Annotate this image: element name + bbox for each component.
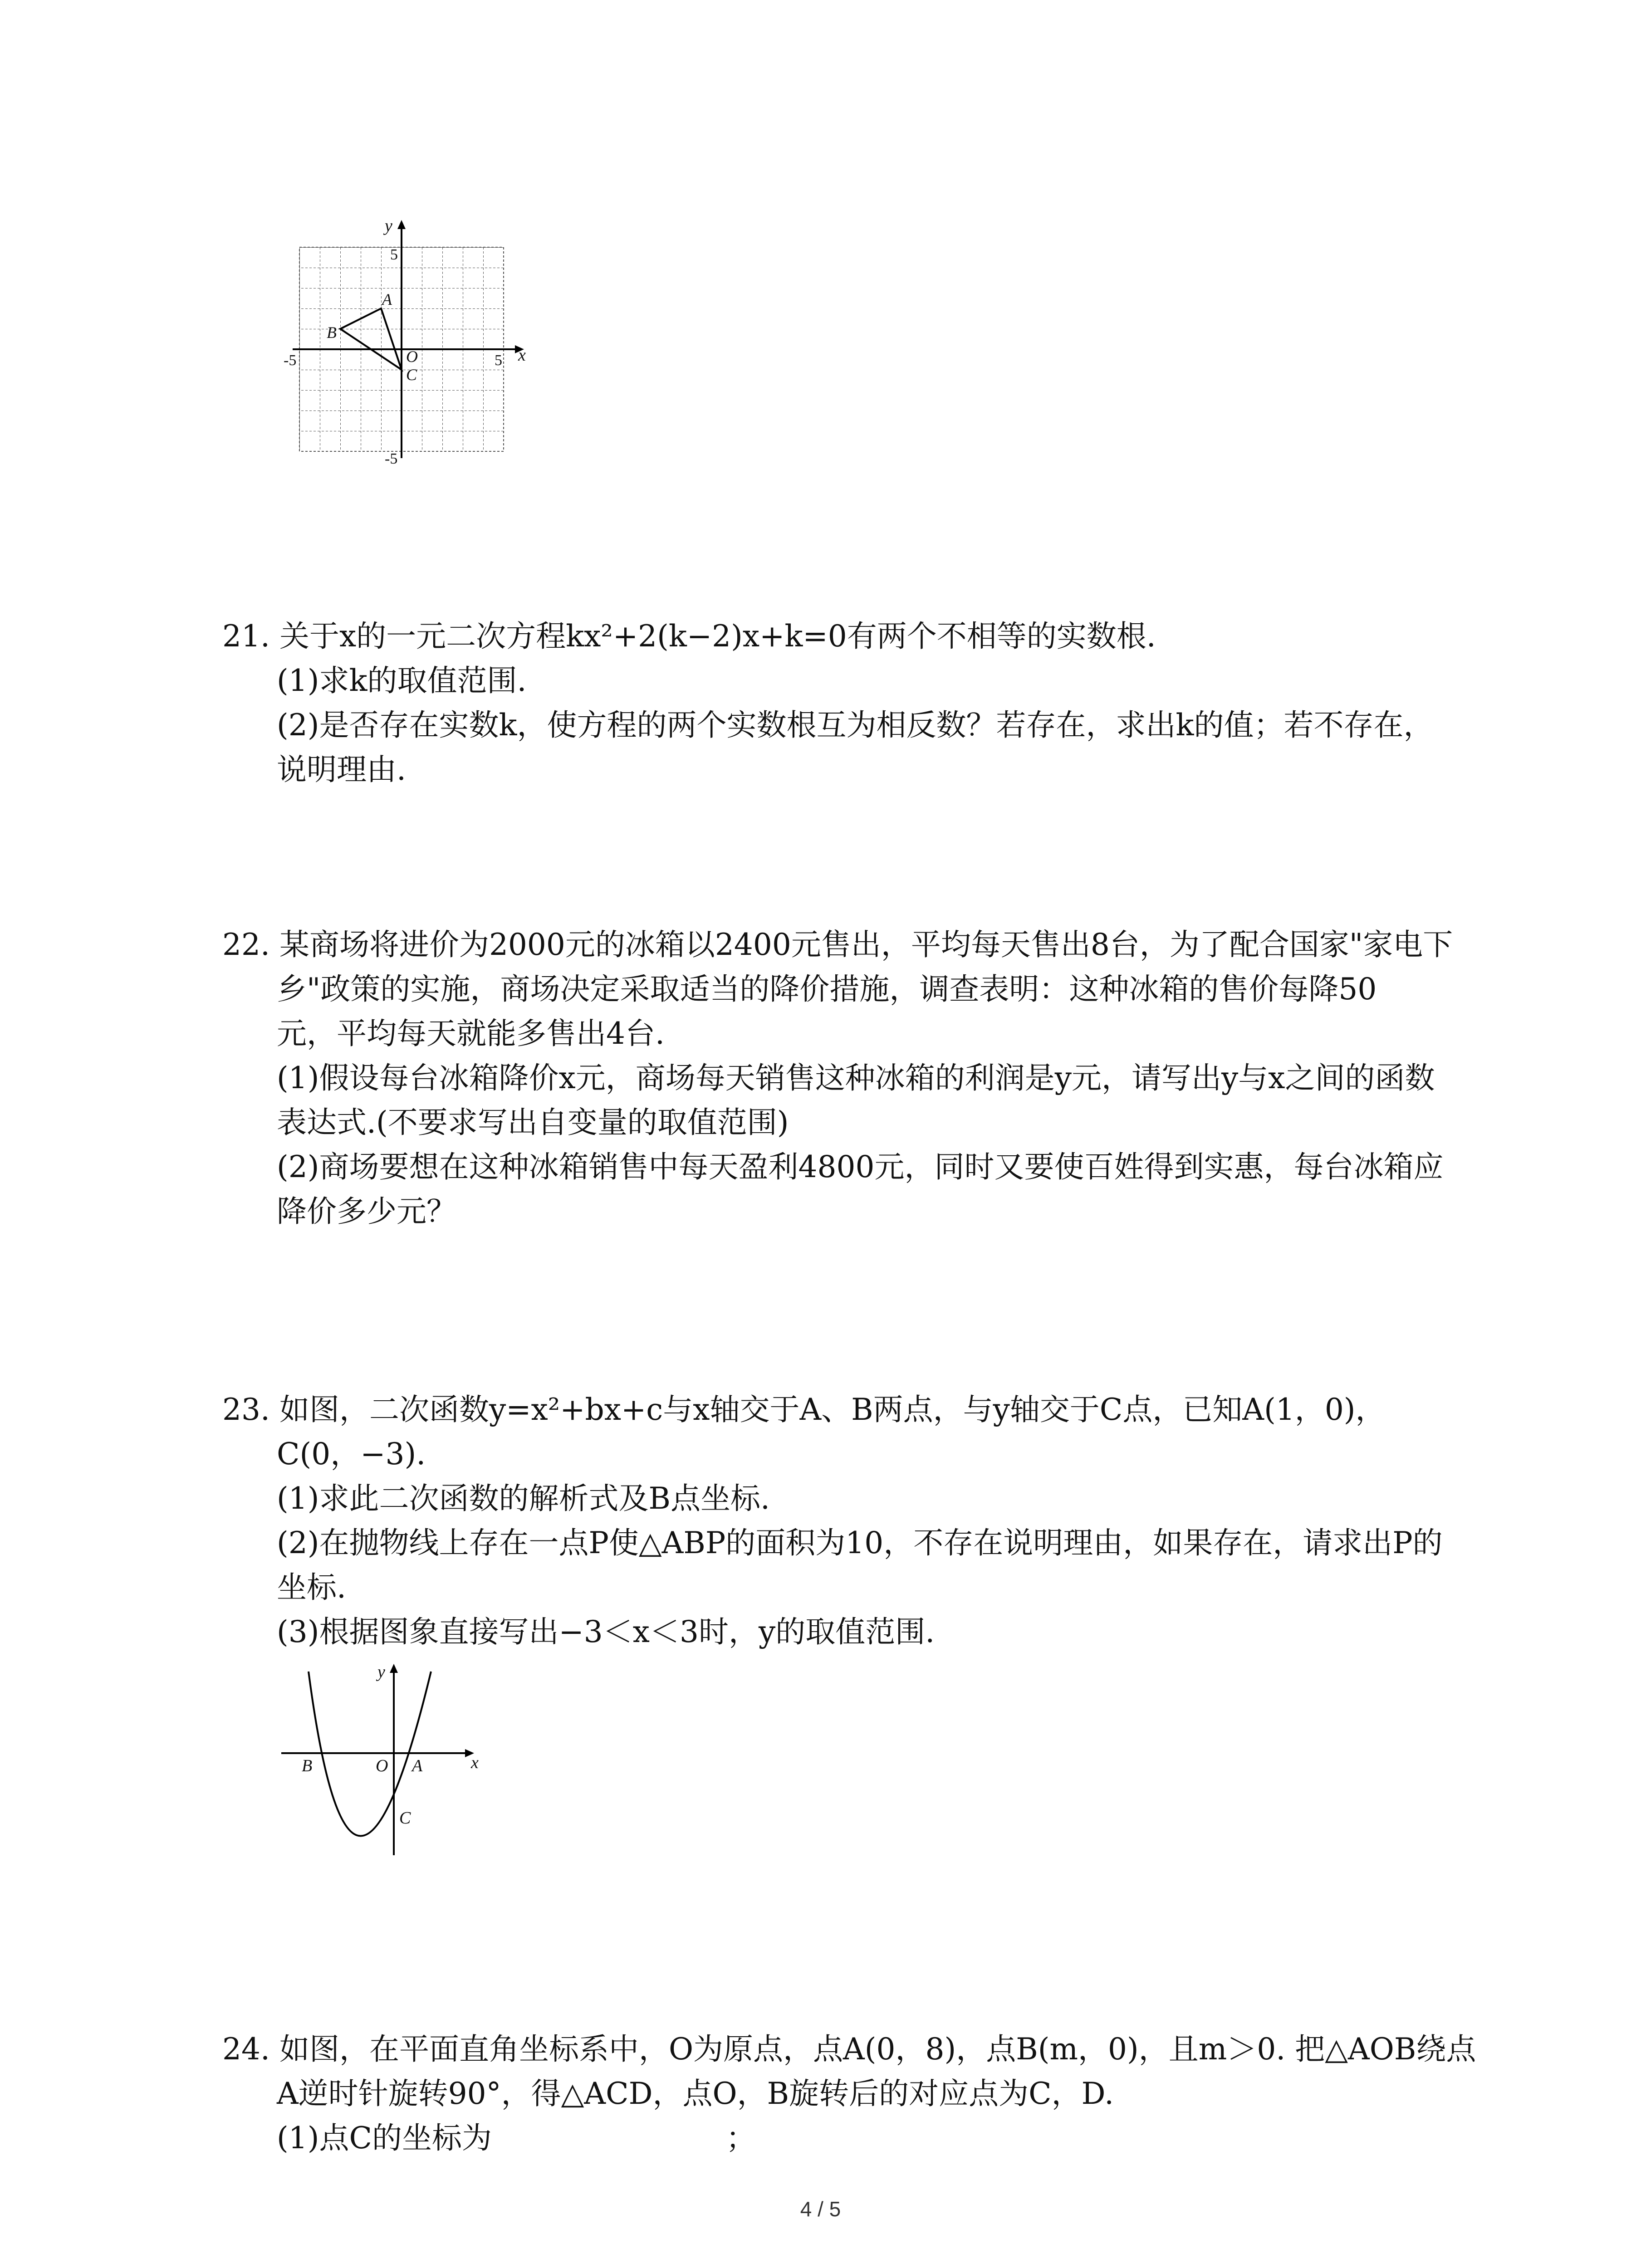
question-23-line-6: (3)根据图象直接写出−3＜x＜3时，y的取值范围. [277, 1614, 935, 1649]
question-22-line-3: 元，平均每天就能多售出4台. [277, 1016, 665, 1051]
point-label-b: B [302, 1756, 313, 1775]
point-label-o: O [406, 347, 418, 366]
tick-y-neg: -5 [385, 450, 398, 467]
point-label-b: B [327, 323, 337, 342]
question-22 [222, 927, 1583, 1247]
tick-x-neg: -5 [284, 352, 297, 369]
question-22-line-4: (1)假设每台冰箱降价x元，商场每天销售这种冰箱的利润是y元，请写出y与x之间的函数 [277, 1061, 1435, 1095]
figure-parabola [277, 1660, 490, 1873]
page-number: 4 / 5 [800, 2197, 841, 2221]
point-label-a: A [412, 1756, 423, 1775]
question-21-line-3: (2)是否存在实数k，使方程的两个实数根互为相反数？若存在，求出k的值；若不存在， [277, 708, 1434, 743]
point-label-c: C [406, 366, 417, 384]
question-24 [222, 2034, 1583, 2170]
question-21-line-4: 说明理由. [277, 752, 406, 787]
tick-x-pos: 5 [495, 352, 502, 369]
x-axis-label: x [518, 346, 526, 365]
point-label-c: C [399, 1809, 411, 1828]
question-23-line-2: C(0，−3). [277, 1437, 426, 1471]
question-24-line-2: A逆时针旋转90°，得△ACD，点O，B旋转后的对应点为C，D. [277, 2076, 1114, 2111]
question-22-line-7: 降价多少元？ [277, 1194, 456, 1229]
question-21 [222, 621, 1583, 794]
question-23-line-1: 23. 如图，二次函数y=x²+bx+c与x轴交于A、B两点，与y轴交于C点，已知A(1，0)， [222, 1392, 1386, 1427]
question-23 [222, 1392, 1583, 1667]
question-22-line-2: 乡"政策的实施，商场决定采取适当的降价措施，调查表明：这种冰箱的售价每降50 [277, 972, 1377, 1007]
question-24-line-1: 24. 如图，在平面直角坐标系中，O为原点，点A(0，8)，点B(m，0)，且m＞0. 把△AOB绕点 [222, 2032, 1476, 2067]
y-axis-label: y [377, 1662, 385, 1681]
tick-y-pos: 5 [390, 246, 398, 263]
point-label-o: O [376, 1756, 388, 1775]
y-axis-label: y [385, 216, 392, 235]
question-24-blank-end: ； [726, 2121, 756, 2156]
question-23-line-3: (1)求此二次函数的解析式及B点坐标. [277, 1481, 770, 1516]
question-21-line-2: (1)求k的取值范围. [277, 663, 527, 698]
question-23-line-5: 坐标. [277, 1570, 346, 1605]
figure-grid-triangle [281, 213, 535, 485]
question-21-line-1: 21. 关于x的一元二次方程kx²+2(k−2)x+k=0有两个不相等的实数根. [222, 619, 1156, 654]
question-23-line-4: (2)在抛物线上存在一点P使△ABP的面积为10，不存在说明理由，如果存在，请求出P的 [277, 1525, 1443, 1560]
question-22-line-5: 表达式.(不要求写出自变量的取值范围) [277, 1105, 789, 1140]
point-label-a: A [382, 290, 392, 308]
question-22-line-6: (2)商场要想在这种冰箱销售中每天盈利4800元，同时又要使百姓得到实惠，每台冰箱应 [277, 1149, 1444, 1184]
x-axis-label: x [471, 1753, 479, 1772]
question-24-line-3: (1)点C的坐标为 [277, 2121, 492, 2156]
question-22-line-1: 22. 某商场将进价为2000元的冰箱以2400元售出，平均每天售出8台，为了配合国家"家电下 [222, 927, 1453, 962]
